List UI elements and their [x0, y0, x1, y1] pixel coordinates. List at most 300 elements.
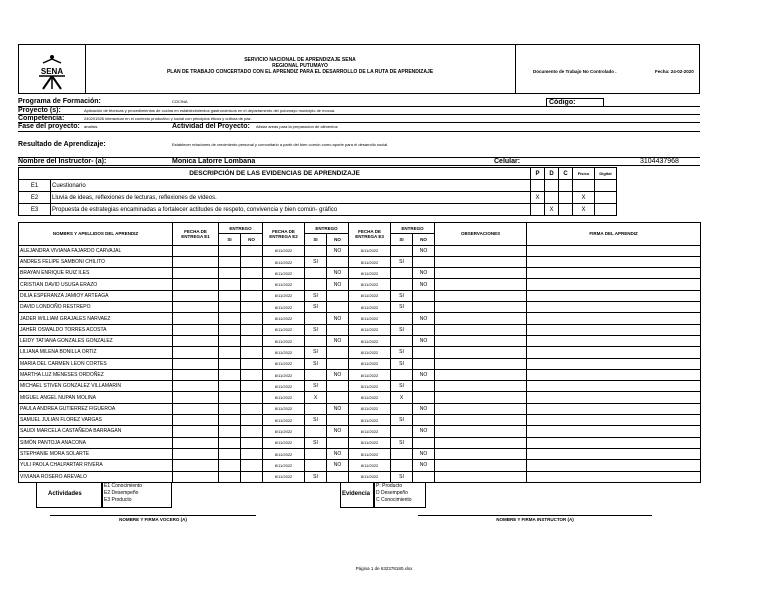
table-row	[19, 324, 701, 335]
observaciones	[435, 415, 527, 426]
fecha-e1	[173, 381, 219, 392]
firma-aprendiz	[527, 302, 701, 313]
table-row	[19, 347, 701, 358]
fecha-e2: 8/11/2022	[263, 290, 305, 301]
fecha-e1	[173, 358, 219, 369]
no-e3: NO	[413, 245, 435, 256]
fecha-e1	[173, 268, 219, 279]
observaciones	[435, 369, 527, 380]
fecha-e1	[173, 392, 219, 403]
fecha-e1	[173, 256, 219, 267]
no-e2: NO	[327, 460, 349, 471]
aprendiz-name: SAUDI MARCELA CASTAÑEDA BARRAGAN	[19, 426, 173, 437]
fecha-e3: 8/11/2022	[349, 302, 391, 313]
si-e2: X	[305, 392, 327, 403]
firma-aprendiz	[527, 448, 701, 459]
ev-c: C Conocimiento	[376, 497, 412, 503]
page-footer: Página 1 de 632378180.xlsx	[355, 566, 413, 571]
instructor-label: Nombre del Instructor- (a):	[18, 158, 107, 165]
aprendiz-name: SAMUEL JULIAN FLOREZ VARGAS	[19, 415, 173, 426]
si-e1	[219, 415, 241, 426]
no-e3: NO	[413, 268, 435, 279]
observaciones	[435, 335, 527, 346]
header-fecha-e2: FECHA DE ENTREGA E2	[263, 223, 305, 246]
firma-aprendiz	[527, 403, 701, 414]
evidencia-d	[545, 192, 559, 204]
si-e2: SI	[305, 415, 327, 426]
no-e2	[327, 290, 349, 301]
si-e1	[219, 403, 241, 414]
firma-aprendiz	[527, 279, 701, 290]
no-e3	[413, 256, 435, 267]
evidencia-row	[19, 192, 617, 204]
no-e1	[241, 403, 263, 414]
fecha-e2: 8/11/2022	[263, 245, 305, 256]
act-e2: E2 Desempeño	[104, 490, 139, 496]
evidencia-digital	[595, 192, 617, 204]
act-e3: E3 Producto	[104, 497, 132, 503]
header-no-1: NO	[241, 234, 263, 245]
aprendiz-name: MARTHA LUZ MENESES ORDOÑEZ	[19, 369, 173, 380]
fase-value: analisis	[84, 124, 98, 129]
no-e2	[327, 347, 349, 358]
no-e2	[327, 324, 349, 335]
fecha-e2: 8/11/2022	[263, 392, 305, 403]
aprendices-table	[18, 222, 701, 483]
fecha-e2: 8/11/2022	[263, 460, 305, 471]
si-e1	[219, 245, 241, 256]
table-row	[19, 245, 701, 256]
si-e3	[391, 335, 413, 346]
fecha-e2: 8/11/2022	[263, 347, 305, 358]
no-e3: NO	[413, 460, 435, 471]
si-e2: SI	[305, 437, 327, 448]
aprendiz-name: ALEJANDRA VIVIANA FAJARDO CARVAJAL	[19, 245, 173, 256]
si-e3: X	[391, 392, 413, 403]
table-row	[19, 313, 701, 324]
si-e1	[219, 381, 241, 392]
evidencia-list	[374, 482, 426, 508]
competencia-value: 240201526 interactuar en el contexto productivo y social con principios éticos y cultura de paz.	[84, 116, 252, 121]
col-digital: Digital	[595, 168, 617, 180]
observaciones	[435, 324, 527, 335]
aprendiz-name: CRISTIAN DAVID USUGA ERAZO	[19, 279, 173, 290]
si-e3	[391, 268, 413, 279]
aprendiz-name: MIGUEL ANGEL NUPAN MOLINA	[19, 392, 173, 403]
aprendiz-name: PAULA ANDREA GUTIERREZ FIGUEROA	[19, 403, 173, 414]
title-line-2: REGIONAL PUTUMAYO	[272, 63, 328, 69]
fecha-e3: 8/11/2022	[349, 403, 391, 414]
fecha-e1	[173, 245, 219, 256]
observaciones	[435, 245, 527, 256]
table-row	[19, 268, 701, 279]
firma-aprendiz	[527, 313, 701, 324]
no-e1	[241, 245, 263, 256]
aprendiz-name: SIMÓN PANTOJA ANACONA	[19, 437, 173, 448]
si-e3: SI	[391, 324, 413, 335]
table-row	[19, 256, 701, 267]
evidencia-digital	[595, 180, 617, 192]
no-e1	[241, 448, 263, 459]
header-no-2: NO	[327, 234, 349, 245]
fecha-e2: 8/11/2022	[263, 381, 305, 392]
fecha-e3: 8/11/2022	[349, 358, 391, 369]
si-e1	[219, 369, 241, 380]
aprendiz-name: STEPHANIE MORA SOLARTE	[19, 448, 173, 459]
si-e3: SI	[391, 437, 413, 448]
si-e3	[391, 403, 413, 414]
table-row	[19, 460, 701, 471]
firma-instructor: NOMBRE Y FIRMA INSTRUCTOR (A)	[496, 517, 574, 522]
fecha-e2: 8/11/2022	[263, 335, 305, 346]
fecha-e1	[173, 302, 219, 313]
fecha-e2: 8/11/2022	[263, 471, 305, 482]
evidencia-p: X	[531, 192, 545, 204]
si-e2	[305, 268, 327, 279]
firma-aprendiz	[527, 392, 701, 403]
si-e1	[219, 279, 241, 290]
evidencia-text: Propuesta de estrategias encaminadas a fortalecer actitudes de respeto, convivencia y bien común- gráfico	[51, 204, 531, 216]
fecha-e2: 8/11/2022	[263, 268, 305, 279]
evidencia-d: X	[545, 204, 559, 216]
no-e2	[327, 392, 349, 403]
fecha-e2: 8/11/2022	[263, 256, 305, 267]
table-row	[19, 448, 701, 459]
evidencia-label: Evidencia	[342, 491, 371, 497]
firma-aprendiz	[527, 335, 701, 346]
firma-aprendiz	[527, 460, 701, 471]
aprendiz-name: MICHAEL STIVEN GONZALEZ VILLAMARIN	[19, 381, 173, 392]
legend-section	[18, 482, 700, 508]
observaciones	[435, 279, 527, 290]
si-e3	[391, 279, 413, 290]
si-e2: SI	[305, 358, 327, 369]
celular-value: 3104437968	[640, 158, 679, 165]
fecha-e2: 8/11/2022	[263, 369, 305, 380]
fecha-e1	[173, 347, 219, 358]
si-e2	[305, 448, 327, 459]
fecha-e1	[173, 415, 219, 426]
no-e2: NO	[327, 268, 349, 279]
programa-label: Programa de Formación:	[18, 98, 101, 105]
logo-text: SENA	[40, 67, 64, 76]
actividades-list	[102, 482, 172, 508]
aprendiz-name: LEIDY TATIANA GONZALES GONZALEZ	[19, 335, 173, 346]
table-row	[19, 369, 701, 380]
header-si-1: SI	[219, 234, 241, 245]
observaciones	[435, 268, 527, 279]
si-e1	[219, 290, 241, 301]
si-e2: SI	[305, 302, 327, 313]
evidencias-title: DESCRIPCIÓN DE LAS EVIDENCIAS DE APRENDIZAJE	[19, 168, 531, 180]
fecha-e2: 8/11/2022	[263, 448, 305, 459]
si-e1	[219, 358, 241, 369]
aprendiz-name: DAVID LONDOÑO RESTREPO	[19, 302, 173, 313]
no-e3	[413, 471, 435, 482]
col-fisico: Físico	[573, 168, 595, 180]
fecha-e1	[173, 335, 219, 346]
fecha-e3: 8/11/2022	[349, 437, 391, 448]
no-e2	[327, 471, 349, 482]
aprendiz-name: YULI PAOLA CHALPARTAR RIVERA	[19, 460, 173, 471]
table-row	[19, 381, 701, 392]
observaciones	[435, 403, 527, 414]
fecha-e1	[173, 369, 219, 380]
codigo-label: Código:	[546, 98, 604, 107]
sena-logo-icon	[19, 45, 85, 93]
no-e3	[413, 302, 435, 313]
fecha-e3: 8/11/2022	[349, 245, 391, 256]
si-e1	[219, 392, 241, 403]
no-e2: NO	[327, 426, 349, 437]
si-e1	[219, 471, 241, 482]
observaciones	[435, 381, 527, 392]
no-e3	[413, 290, 435, 301]
firma-aprendiz	[527, 415, 701, 426]
instructor-value: Monica Latorre Lombana	[172, 158, 256, 165]
si-e3: SI	[391, 256, 413, 267]
table-row	[19, 279, 701, 290]
evidencia-c	[559, 204, 573, 216]
si-e2: SI	[305, 347, 327, 358]
actividades-label: Actividades	[48, 491, 82, 497]
ev-d: D Desempeño	[376, 490, 408, 496]
aprendiz-name: MARIA DEL CARMEN LEON CORTES	[19, 358, 173, 369]
header-no-3: NO	[413, 234, 435, 245]
no-e2	[327, 437, 349, 448]
no-e3	[413, 358, 435, 369]
aprendiz-name: JAHER OSWALDO TORRES ACOSTA	[19, 324, 173, 335]
fecha-e3: 8/11/2022	[349, 347, 391, 358]
no-e3: NO	[413, 335, 435, 346]
no-e1	[241, 392, 263, 403]
header-firma: FIRMA DEL APRENDIZ	[527, 223, 701, 246]
no-e3	[413, 381, 435, 392]
act-e1: E1 Conocimiento	[104, 483, 143, 489]
no-e1	[241, 268, 263, 279]
si-e2	[305, 403, 327, 414]
fecha-e3: 8/11/2022	[349, 415, 391, 426]
fecha-e2: 8/11/2022	[263, 415, 305, 426]
col-c: C	[559, 168, 573, 180]
no-e2: NO	[327, 403, 349, 414]
no-e3	[413, 392, 435, 403]
observaciones	[435, 437, 527, 448]
no-e3	[413, 437, 435, 448]
si-e2: SI	[305, 290, 327, 301]
title-line-3: PLAN DE TRABAJO CONCERTADO CON EL APRENDIZ PARA EL DESARROLLO DE LA RUTA DE APRENDIZAJE	[166, 69, 434, 75]
si-e3: SI	[391, 381, 413, 392]
col-p: P	[531, 168, 545, 180]
no-e3: NO	[413, 279, 435, 290]
firma-aprendiz	[527, 290, 701, 301]
si-e1	[219, 302, 241, 313]
firma-aprendiz	[527, 268, 701, 279]
aprendiz-name: JADER WILLIAM GRAJALES NARVAEZ	[19, 313, 173, 324]
table-row	[19, 392, 701, 403]
no-e1	[241, 358, 263, 369]
fecha-e3: 8/11/2022	[349, 460, 391, 471]
fecha-e3: 8/11/2022	[349, 392, 391, 403]
header-title	[85, 57, 515, 75]
no-e2	[327, 381, 349, 392]
si-e3	[391, 426, 413, 437]
fecha-e2: 8/11/2022	[263, 437, 305, 448]
no-e2: NO	[327, 245, 349, 256]
si-e1	[219, 313, 241, 324]
table-row	[19, 290, 701, 301]
fecha-e1	[173, 290, 219, 301]
no-e1	[241, 290, 263, 301]
fecha-e3: 8/11/2022	[349, 335, 391, 346]
no-e2: NO	[327, 313, 349, 324]
si-e1	[219, 268, 241, 279]
si-e3	[391, 245, 413, 256]
aprendiz-name: VIVIANA ROSERO AREVALO	[19, 471, 173, 482]
evidencia-row	[19, 204, 617, 216]
firma-aprendiz	[527, 245, 701, 256]
fecha-e3: 8/11/2022	[349, 381, 391, 392]
observaciones	[435, 392, 527, 403]
header-fecha-e1: FECHA DE ENTREGA E1	[173, 223, 219, 246]
header-observaciones: OBSERVACIONES	[435, 223, 527, 246]
proyecto-label: Proyecto (s):	[18, 107, 61, 114]
no-e1	[241, 313, 263, 324]
fecha-e3: 8/11/2022	[349, 369, 391, 380]
fecha-e1	[173, 448, 219, 459]
firma-aprendiz	[527, 471, 701, 482]
fecha-e1	[173, 426, 219, 437]
competencia-label: Competencia:	[18, 115, 65, 122]
table-row	[19, 437, 701, 448]
table-row	[19, 358, 701, 369]
observaciones	[435, 256, 527, 267]
info-section	[18, 97, 700, 173]
si-e2	[305, 313, 327, 324]
fecha-e1	[173, 313, 219, 324]
observaciones	[435, 460, 527, 471]
celular-label: Celular:	[494, 158, 521, 165]
observaciones	[435, 302, 527, 313]
si-e1	[219, 437, 241, 448]
fase-label: Fase del proyecto:	[18, 123, 80, 130]
no-e1	[241, 347, 263, 358]
no-e1	[241, 302, 263, 313]
table-row	[19, 403, 701, 414]
si-e1	[219, 324, 241, 335]
si-e1	[219, 347, 241, 358]
no-e3: NO	[413, 369, 435, 380]
si-e1	[219, 448, 241, 459]
firma-aprendiz	[527, 381, 701, 392]
observaciones	[435, 471, 527, 482]
ev-p: P: Producto	[376, 483, 403, 489]
header-fecha-e3: FECHA DE ENTREGA E3	[349, 223, 391, 246]
fecha-e1	[173, 324, 219, 335]
firma-vocero: NOMBRE Y FIRMA VOCERO (A)	[119, 517, 187, 522]
no-e3	[413, 347, 435, 358]
fecha-e3: 8/11/2022	[349, 268, 391, 279]
no-e2	[327, 256, 349, 267]
no-e2	[327, 358, 349, 369]
fecha-e2: 8/11/2022	[263, 302, 305, 313]
si-e1	[219, 335, 241, 346]
no-e2: NO	[327, 369, 349, 380]
si-e2	[305, 369, 327, 380]
si-e2: SI	[305, 471, 327, 482]
no-e2	[327, 415, 349, 426]
evidencia-text: Lluvia de ideas, reflexiones de lecturas, reflexiones de videos.	[51, 192, 531, 204]
fecha-e3: 8/11/2022	[349, 426, 391, 437]
si-e1	[219, 256, 241, 267]
evidencia-id: E3	[19, 204, 51, 216]
table-row	[19, 426, 701, 437]
no-e3: NO	[413, 448, 435, 459]
no-e2: NO	[327, 448, 349, 459]
fecha-e1	[173, 460, 219, 471]
fecha-e3: 8/11/2022	[349, 324, 391, 335]
no-e1	[241, 381, 263, 392]
document-header	[18, 44, 700, 94]
actividad-label: Actividad del Proyecto:	[172, 123, 250, 130]
si-e2	[305, 426, 327, 437]
header-entrego-3: ENTREGO	[391, 223, 435, 234]
si-e3: SI	[391, 471, 413, 482]
evidencia-fisico: X	[573, 204, 595, 216]
fecha-e3: 8/11/2022	[349, 279, 391, 290]
no-e2	[327, 302, 349, 313]
si-e3	[391, 369, 413, 380]
si-e2: SI	[305, 324, 327, 335]
si-e2: SI	[305, 256, 327, 267]
table-row	[19, 471, 701, 482]
si-e3	[391, 460, 413, 471]
fecha-e2: 8/11/2022	[263, 403, 305, 414]
table-row	[19, 335, 701, 346]
evidencia-fisico: X	[573, 192, 595, 204]
firma-aprendiz	[527, 437, 701, 448]
fecha-e3: 8/11/2022	[349, 448, 391, 459]
fecha-e2: 8/11/2022	[263, 426, 305, 437]
no-e3: NO	[413, 403, 435, 414]
fecha-e3: 8/11/2022	[349, 290, 391, 301]
no-e1	[241, 426, 263, 437]
si-e3: SI	[391, 290, 413, 301]
evidencia-p	[531, 204, 545, 216]
si-e2	[305, 279, 327, 290]
evidencia-digital	[595, 204, 617, 216]
fecha-e3: 8/11/2022	[349, 256, 391, 267]
no-e1	[241, 460, 263, 471]
si-e1	[219, 460, 241, 471]
resultado-label: Resultado de Aprendizaje:	[18, 141, 106, 148]
fecha-e1	[173, 437, 219, 448]
evidencia-c	[559, 192, 573, 204]
no-e2: NO	[327, 335, 349, 346]
firma-aprendiz	[527, 324, 701, 335]
firma-aprendiz	[527, 256, 701, 267]
evidencia-id: E1	[19, 180, 51, 192]
no-e2: NO	[327, 279, 349, 290]
fecha-e2: 8/11/2022	[263, 324, 305, 335]
si-e3	[391, 313, 413, 324]
evidencia-p	[531, 180, 545, 192]
evidencia-d	[545, 180, 559, 192]
si-e2: SI	[305, 381, 327, 392]
evidencias-table	[18, 167, 617, 216]
fecha-e1	[173, 471, 219, 482]
evidencia-id: E2	[19, 192, 51, 204]
